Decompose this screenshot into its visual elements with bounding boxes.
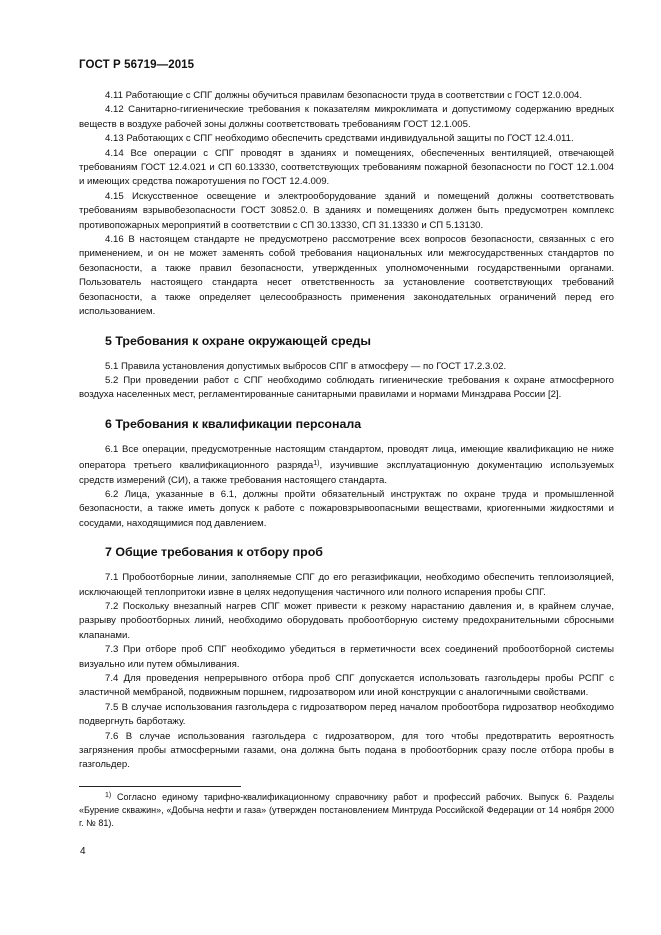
clause-6-1-text-a: 6.1 Все операции, предусмотренные настоящим стандартом, проводят лица, имеющие квалификацию не ниже оператора третьего квалификационного разряда	[79, 443, 614, 472]
clause-7-6: 7.6 В случае использования газгольдера с гидрозатвором, для того чтобы предотвратить вероятность загрязнения пробы атмосферными газами, она должна быть подана в пробоотборник сразу после отбора пробы в газгольдер.	[79, 730, 614, 771]
section-7-heading: 7 Общие требования к отбору проб	[105, 545, 323, 560]
clause-6-2: 6.2 Лица, указанные в 6.1, должны пройти обязательный инструктаж по охране труда и промышленной безопасности, а также иметь допуск к работе с пожаровзрывоопасными веществами, криогенными жидкостями и сосудами, находящимися под давлением.	[79, 488, 614, 529]
page-number: 4	[80, 846, 86, 857]
footnote-divider	[79, 786, 241, 787]
clause-4-15: 4.15 Искусственное освещение и электрооборудование зданий и помещений должны соответствовать требованиям взрывобезопасности ГОСТ 30852.0. В зданиях и помещениях должен быть предусмотрен комплекс противопожарных мероприятий в соответствии с СП 30.13330, СП 31.13330 и СП 5.13130.	[79, 190, 614, 231]
footnote-text: Согласно единому тарифно-квалификационному справочнику работ и профессий рабочих. Выпуск 6. Разделы «Бурение скважин», «Добыча нефти и газа» (утвержден постановлением Минтруда Российской Федерации от 14 ноября 2000 г. № 81).	[79, 791, 614, 828]
clause-4-16: 4.16 В настоящем стандарте не предусмотрено рассмотрение всех вопросов безопасности, связанных с его применением, и он не может заменять собой требования национальных или межгосударственных стандартов по безопасности, а также правил безопасности, утвержденных уполномоченными государственными органами. Пользователь настоящего стандарта несет ответственность за установление соответствующих требований безопасности, а также определяет целесообразность применения законодательных ограничений перед его использованием.	[79, 234, 614, 318]
clause-5-1: 5.1 Правила установления допустимых выбросов СПГ в атмосферу — по ГОСТ 17.2.3.02.	[105, 360, 507, 372]
clause-7-2: 7.2 Поскольку внезапный нагрев СПГ может привести к резкому нарастанию давления и, в крайнем случае, разрыву пробоотборных линий, необходимо оборудовать пробоотборную систему предохранительными сбросными клапанами.	[79, 600, 614, 641]
clause-4-13: 4.13 Работающих с СПГ необходимо обеспечить средствами индивидуальной защиты по ГОСТ 12.4.011.	[105, 133, 574, 145]
clause-6-1	[79, 443, 614, 488]
footnote	[79, 789, 614, 830]
clause-7-1: 7.1 Пробоотборные линии, заполняемые СПГ до его регазификации, необходимо обеспечить теплоизоляцией, исключающей теплопритоки извне в целях недопущения частичного или полного испарения пробы СПГ.	[79, 572, 614, 598]
document-header: ГОСТ Р 56719—2015	[79, 59, 195, 71]
clause-7-4: 7.4 Для проведения непрерывного отбора проб СПГ допускается использовать газгольдеры пробы РСПГ с эластичной мембраной, подвижным поршнем, гидрозатвором или иной конструкции с аналогичными свойствами.	[79, 673, 614, 699]
clause-5-2: 5.2 При проведении работ с СПГ необходимо соблюдать гигиенические требования к охране атмосферного воздуха населенных мест, регламентированные санитарными правилами и нормами Минздрава России [2].	[79, 374, 614, 401]
clause-6-1-text-b: , изучившие эксплуатационную документацию используемых средств измерений (СИ), а также требования настоящего стандарта.	[79, 460, 614, 486]
clause-4-11: 4.11 Работающие с СПГ должны обучиться правилам безопасности труда в соответствии с ГОСТ 12.0.004.	[105, 90, 583, 101]
section-5-heading: 5 Требования к охране окружающей среды	[105, 333, 371, 348]
footnote-marker: 1)	[105, 791, 112, 799]
section-6-heading: 6 Требования к квалификации персонала	[105, 416, 362, 431]
clause-4-12: 4.12 Санитарно-гигиенические требования к показателям микроклимата и допустимому содержанию вредных веществ в воздухе рабочей зоны должны соответствовать требованиям ГОСТ 12.1.005.	[79, 104, 614, 130]
clause-7-3: 7.3 При отборе проб СПГ необходимо убедиться в герметичности всех соединений пробоотборной системы визуально или путем обмыливания.	[79, 644, 614, 670]
clause-4-14: 4.14 Все операции с СПГ проводят в зданиях и помещениях, обеспеченных вентиляцией, отвечающей требованиям ГОСТ 12.4.021 и СП 60.13330, соответствующих требованиям пожарной безопасности по ГОСТ 12.1.004 и имеющих средства пожаротушения по ГОСТ 12.4.009.	[79, 147, 614, 188]
document-body	[79, 89, 614, 830]
footnote-reference: 1)	[313, 460, 320, 468]
clause-7-5: 7.5 В случае использования газгольдера с гидрозатвором перед началом пробоотбора гидрозатвор необходимо подвергнуть барботажу.	[79, 701, 614, 728]
